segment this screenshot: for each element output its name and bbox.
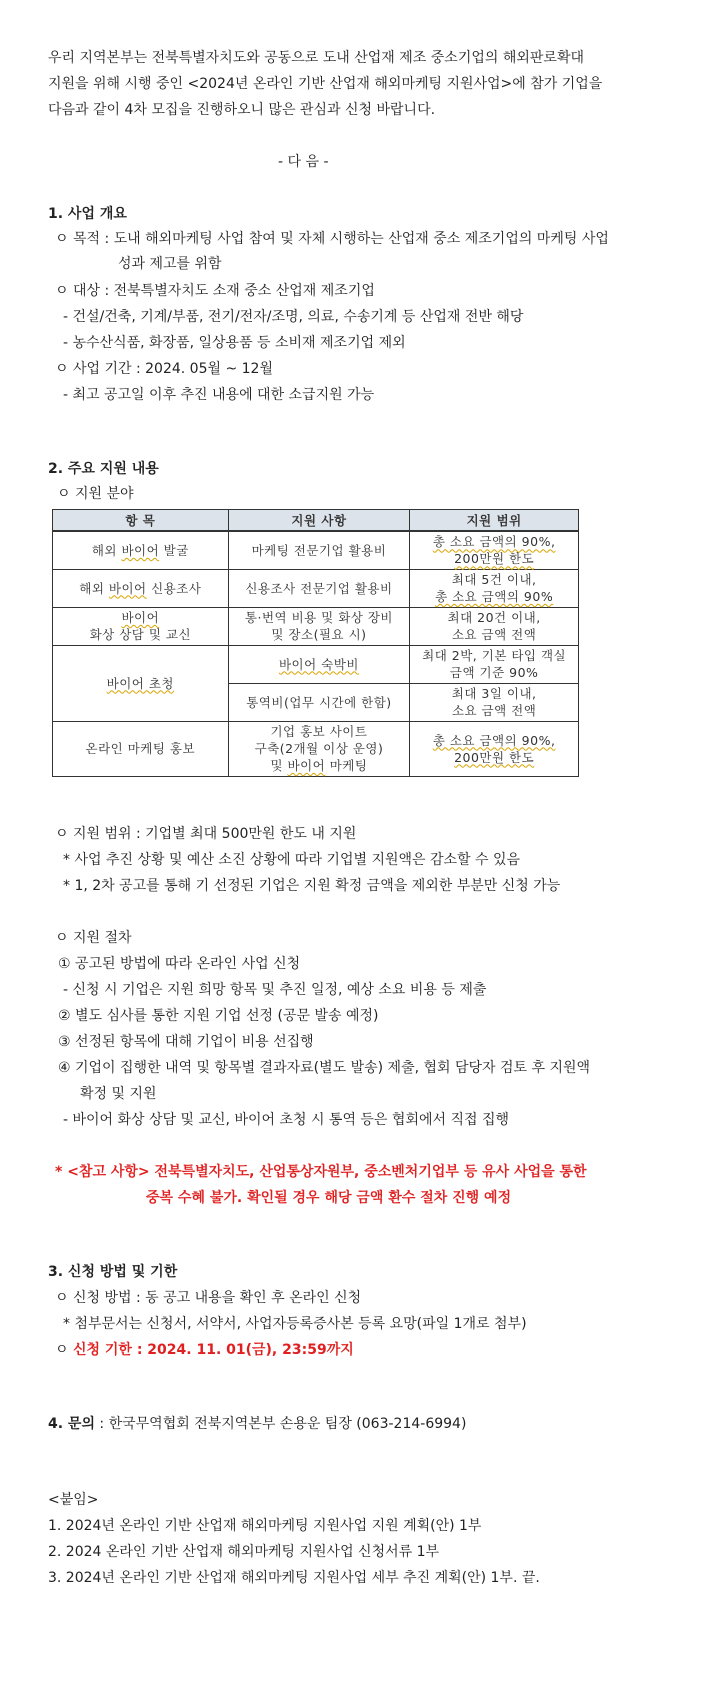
cell-line: 통·번역 비용 및 화상 장비	[244, 610, 394, 625]
intro-line-2: 지원을 위해 시행 중인 <2024년 온라인 기반 산업재 해외마케팅 지원사업>에 참가 기업을	[48, 76, 603, 92]
procedure-step-2: ② 별도 심사를 통한 지원 기업 선정 (공문 발송 예정)	[58, 1008, 379, 1024]
period-sub: - 최고 공고일 이후 추진 내용에 대한 소급지원 가능	[63, 387, 375, 403]
table-cell-item: 해외 바이어 발굴	[53, 531, 229, 569]
table-cell-detail: 신용조사 전문기업 활용비	[228, 569, 410, 607]
method-note: * 첨부문서는 신청서, 서약서, 사업자등록증사본 등록 요망(파일 1개로 첨부)	[63, 1316, 527, 1332]
cell-line: 최대 5건 이내,	[451, 572, 537, 587]
table-cell-item	[53, 607, 229, 645]
cell-line: 바이어 숙박비	[278, 656, 359, 672]
contact-text: : 한국무역협회 전북지역본부 손용운 팀장 (063-214-6994)	[94, 1416, 467, 1432]
procedure-step-4-sub: - 바이어 화상 상담 및 교신, 바이어 초청 시 통역 등은 협회에서 직접 집행	[63, 1112, 510, 1128]
deadline-bullet: ㅇ	[55, 1342, 73, 1358]
target-sub-1: - 건설/건축, 기계/부품, 전기/전자/조명, 의료, 수송기계 등 산업재 전반 해당	[63, 309, 524, 325]
table-cell-range	[410, 569, 579, 607]
scope-line: ㅇ 지원 범위 : 기업별 최대 500만원 한도 내 지원	[55, 826, 357, 842]
attachment-item: 3. 2024년 온라인 기반 산업재 해외마케팅 지원사업 세부 추진 계획(안) 1부. 끝.	[48, 1570, 540, 1586]
table-header-row	[53, 510, 579, 532]
purpose-cont-line: 성과 제고를 위함	[118, 256, 222, 272]
deadline-line	[55, 1340, 354, 1360]
table-cell-range	[410, 645, 579, 683]
cell-line: 기업 홍보 사이트	[270, 724, 368, 739]
cell-line: 200만원 한도	[454, 551, 535, 567]
table-cell-detail	[228, 721, 410, 776]
cell-line: 최대 3일 이내,	[451, 686, 537, 701]
table-cell-item	[53, 645, 229, 721]
support-field-label: ㅇ 지원 분야	[57, 486, 134, 502]
cell-line: 화상 상담 및 교신	[89, 627, 192, 642]
table-row	[53, 721, 579, 776]
cell-line: 최대 20건 이내,	[447, 610, 541, 625]
table-row	[53, 569, 579, 607]
table-header: 지원 사항	[228, 510, 410, 532]
cell-line: 200만원 한도	[454, 749, 535, 765]
cell-line: 및 바이어 마케팅	[270, 758, 368, 773]
section-1-title: 1. 사업 개요	[48, 206, 127, 222]
cell-line: 바이어	[121, 610, 160, 625]
cell-line: 소요 금액 전액	[451, 703, 537, 718]
table-cell-item: 해외 바이어 신용조사	[53, 569, 229, 607]
table-header: 지원 범위	[410, 510, 579, 532]
intro-line-3: 다음과 같이 4차 모집을 진행하오니 많은 관심과 신청 바랍니다.	[48, 102, 436, 118]
scope-note-1: * 사업 추진 상황 및 예산 소진 상황에 따라 기업별 지원액은 감소할 수 있음	[63, 852, 521, 868]
purpose-line: ㅇ 목적 : 도내 해외마케팅 사업 참여 및 자체 시행하는 산업재 중소 제조기업의 마케팅 사업	[55, 231, 609, 247]
contact-line	[48, 1414, 466, 1434]
target-line: ㅇ 대상 : 전북특별자치도 소재 중소 산업재 제조기업	[55, 283, 375, 299]
procedure-step-3: ③ 선정된 항목에 대해 기업이 비용 선집행	[58, 1034, 314, 1050]
cell-line: 금액 기준 90%	[449, 665, 539, 680]
table-cell-range	[410, 683, 579, 721]
method-line: ㅇ 신청 방법 : 동 공고 내용을 확인 후 온라인 신청	[55, 1290, 362, 1306]
cell-line: 총 소요 금액의 90%,	[432, 732, 556, 748]
section-2-title: 2. 주요 지원 내용	[48, 461, 159, 477]
table-cell-item: 온라인 마케팅 홍보	[53, 721, 229, 776]
attachment-item: 2. 2024 온라인 기반 산업재 해외마케팅 지원사업 신청서류 1부	[48, 1544, 440, 1560]
period-line: ㅇ 사업 기간 : 2024. 05월 ~ 12월	[55, 361, 273, 377]
table-row	[53, 645, 579, 683]
procedure-step-1-sub: - 신청 시 기업은 지원 희망 항목 및 추진 일정, 예상 소요 비용 등 제출	[63, 982, 487, 998]
table-cell-detail: 마케팅 전문기업 활용비	[228, 531, 410, 569]
procedure-step-4: ④ 기업이 집행한 내역 및 항목별 결과자료(별도 발송) 제출, 협회 담당자 검토 후 지원액	[58, 1060, 591, 1076]
table-header: 항 목	[53, 510, 229, 532]
cell-line: 바이어 초청	[106, 675, 174, 691]
cell-line: 소요 금액 전액	[451, 627, 537, 642]
target-sub-2: - 농수산식품, 화장품, 일상용품 등 소비재 제조기업 제외	[63, 335, 406, 351]
table-cell-detail	[228, 607, 410, 645]
cell-line: 구축(2개월 이상 운영)	[254, 741, 384, 756]
table-cell-range	[410, 531, 579, 569]
attachment-item: 1. 2024년 온라인 기반 산업재 해외마케팅 지원사업 지원 계획(안) 1부	[48, 1518, 482, 1534]
reference-note-line-1: * <참고 사항> 전북특별자치도, 산업통상자원부, 중소벤처기업부 등 유사 사업을 통한	[55, 1164, 587, 1180]
procedure-label: ㅇ 지원 절차	[55, 930, 132, 946]
procedure-step-1: ① 공고된 방법에 따라 온라인 사업 신청	[58, 956, 301, 972]
table-row	[53, 531, 579, 569]
deadline-text: 신청 기한 : 2024. 11. 01(금), 23:59까지	[72, 1342, 354, 1358]
cell-line: 총 소요 금액의 90%	[435, 589, 554, 604]
table-cell-range	[410, 721, 579, 776]
support-table	[52, 509, 579, 777]
reference-note-line-2: 중복 수혜 불가. 확인될 경우 해당 금액 환수 절차 진행 예정	[146, 1190, 512, 1206]
section-3-title: 3. 신청 방법 및 기한	[48, 1264, 178, 1280]
table-cell-range	[410, 607, 579, 645]
scope-note-2: * 1, 2차 공고를 통해 기 선정된 기업은 지원 확정 금액을 제외한 부분만 신청 가능	[63, 878, 561, 894]
table-row	[53, 607, 579, 645]
heading-da: - 다 음 -	[278, 154, 329, 170]
attachments-title: <붙임>	[48, 1492, 99, 1508]
cell-line: 및 장소(필요 시)	[271, 627, 367, 642]
section-4-title: 4. 문의	[48, 1416, 95, 1432]
cell-line: 총 소요 금액의 90%,	[432, 534, 556, 550]
table-cell-detail	[228, 645, 410, 683]
cell-line: 최대 2박, 기본 타입 객실	[422, 648, 567, 663]
table-cell-detail: 통역비(업무 시간에 한함)	[228, 683, 410, 721]
intro-line-1: 우리 지역본부는 전북특별자치도와 공동으로 도내 산업재 제조 중소기업의 해외판로확대	[48, 50, 584, 66]
procedure-step-4-cont: 확정 및 지원	[80, 1086, 157, 1102]
